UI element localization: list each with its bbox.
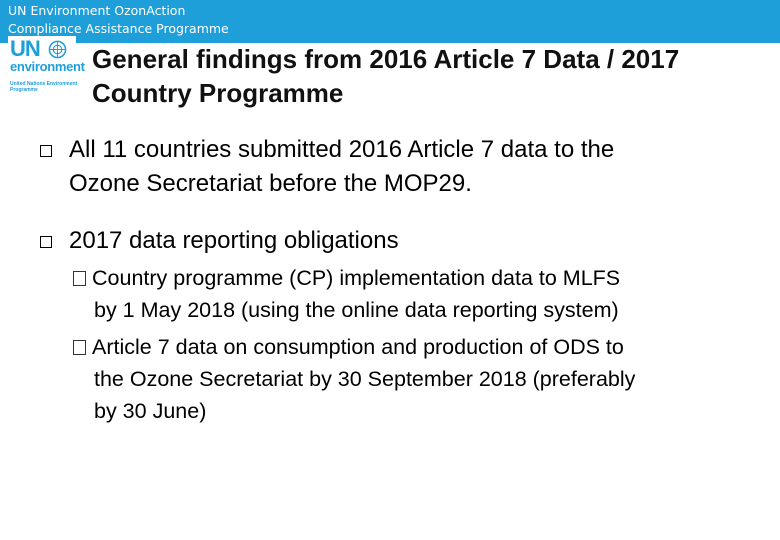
bullet-item-1 — [69, 133, 769, 201]
checkbox-glyph-icon — [73, 340, 86, 355]
bullet-2-line1: 2017 data reporting obligations — [69, 227, 399, 254]
sub-2-line3: by 30 June) — [94, 399, 207, 423]
sub-1-line2: by 1 May 2018 (using the online data reporting system) — [94, 298, 619, 322]
un-emblem-icon — [48, 40, 67, 59]
org-name-line2: Compliance Assistance Programme — [8, 21, 229, 36]
sub-bullet-item-2 — [73, 331, 763, 427]
sub-2-line2: the Ozone Secretariat by 30 September 2018 (preferably — [94, 367, 636, 391]
checkbox-glyph-icon — [73, 271, 86, 286]
sub-1-line1: Country programme (CP) implementation data to MLFS — [92, 266, 621, 290]
slide-title-line1: General findings from 2016 Article 7 Data / 2017 — [92, 44, 680, 74]
bullet-item-2 — [69, 224, 769, 258]
slide-title — [92, 42, 772, 110]
bullet-1-line2: Ozone Secretariat before the MOP29. — [69, 170, 472, 197]
logo-un-text: UN — [10, 36, 40, 61]
logo-subtitle: United Nations Environment Programme — [10, 81, 78, 93]
slide-title-line2: Country Programme — [92, 78, 344, 108]
header-bar — [0, 0, 780, 43]
org-name-line1: UN Environment OzonAction — [8, 3, 186, 18]
un-environment-logo — [8, 36, 85, 98]
square-bullet-icon — [40, 236, 52, 248]
sub-2-line1: Article 7 data on consumption and production of ODS to — [92, 335, 624, 359]
sub-bullet-item-1 — [73, 262, 763, 326]
square-bullet-icon — [40, 145, 52, 157]
bullet-1-line1: All 11 countries submitted 2016 Article 7 data to the — [69, 136, 615, 163]
logo-environment-text: environment — [10, 59, 85, 74]
